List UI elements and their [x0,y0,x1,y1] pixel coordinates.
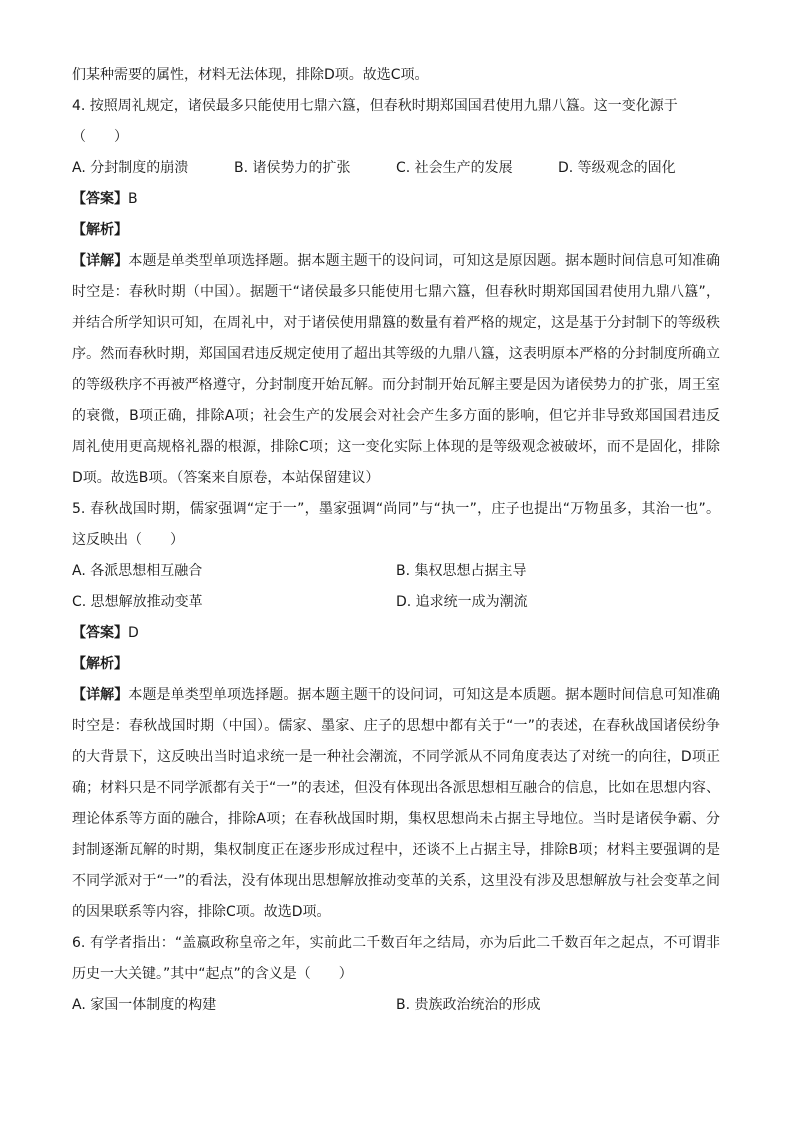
q4-detail [72,246,720,494]
q4-answer [72,184,720,215]
q4-option-a: A. 分封制度的崩溃 [72,160,189,176]
q5-analysis-label: 【解析】 [72,656,128,672]
document-page [72,60,720,1021]
q5-options-row1 [72,556,720,587]
q4-detail-text: 本题是单类型单项选择题。据本题主题干的设问词，可知这是原因题。据本题时间信息可知准确时空是：春秋时期（中国）。据题干“诸侯最多只能使用七鼎六簋，但春秋时期郑国国君使用九鼎八簋”，并结合所学知识可知，在周礼中，对于诸侯使用鼎簋的数量有着严格的规定，这是基于分封制下的等级秩序。然而春秋时期，郑国国君违反规定使用了超出其等级的九鼎八簋，这表明原本严格的分封制度所确立的等级秩序不再被严格遵守，分封制度开始瓦解。而分封制开始瓦解主要是因为诸侯势力的扩张，周王室的衰微，B项正确，排除A项；社会生产的发展会对社会产生多方面的影响，但它并非导致郑国国君违反周礼使用更高规格礼器的根源，排除C项；这一变化实际上体现的是等级观念被破坏，而不是固化，排除D项。故选B项。（答案来自原卷，本站保留建议） [72,253,721,486]
q5-detail-text: 本题是单类型单项选择题。据本题主题干的设问词，可知这是本质题。据本题时间信息可知准确时空是：春秋战国时期（中国）。儒家、墨家、庄子的思想中都有关于“一”的表述，在春秋战国诸侯纷争的大背景下，这反映出当时追求统一是一种社会潮流，不同学派从不同角度表达了对统一的向往，D项正确；材料只是不同学派都有关于“一”的表述，但没有体现出各派思想相互融合的信息，比如在思想内容、理论体系等方面的融合，排除A项；在春秋战国时期，集权思想尚未占据主导地位。当时是诸侯争霸、分封制逐渐瓦解的时期，集权制度正在逐步形成过程中，还谈不上占据主导，排除B项；材料主要强调的是不同学派对于“一”的看法，没有体现出思想解放推动变革的关系，这里没有涉及思想解放与社会变革之间的因果联系等内容，排除C项。故选D项。 [72,687,721,920]
q5-detail-label: 【详解】 [72,687,129,703]
q4-stem-line1: 4. 按照周礼规定，诸侯最多只能使用七鼎六簋，但春秋时期郑国国君使用九鼎八簋。这一变化源于 [72,98,678,114]
q5-option-b: B. 集权思想占据主导 [396,563,527,579]
q6-stem: 6. 有学者指出：“盖嬴政称皇帝之年，实前此二千数百年之结局，亦为后此二千数百年之起点，不可谓非历史一大关键。”其中“起点”的含义是（ ） [72,935,720,982]
q6-option-a: A. 家国一体制度的构建 [72,997,217,1013]
q4-analysis-label: 【解析】 [72,222,128,238]
q4-option-d: D. 等级观念的固化 [558,160,676,176]
q4-options [72,153,720,184]
q5-option-a: A. 各派思想相互融合 [72,563,203,579]
q5-answer-value: D [128,625,139,641]
q4-analysis-heading [72,215,720,246]
q4-answer-value: B [128,191,138,207]
q5-analysis-heading [72,649,720,680]
q4-stem-line2: （ ） [72,129,128,145]
q3-analysis-tail: 们某种需要的属性，材料无法体现，排除D项。故选C项。 [72,67,429,83]
q5-option-c: C. 思想解放推动变革 [72,594,203,610]
q5-option-d: D. 追求统一成为潮流 [396,594,528,610]
q4-option-b: B. 诸侯势力的扩张 [234,160,351,176]
q6-options-row1 [72,990,720,1021]
q5-options-row2 [72,587,720,618]
q5-stem: 5. 春秋战国时期，儒家强调“定于一”，墨家强调“尚同”与“执一”，庄子也提出“万物虽多，其治一也”。这反映出（ ） [72,501,720,548]
q5-answer [72,618,720,649]
q5-detail [72,680,720,928]
q4-answer-label: 【答案】 [72,191,128,207]
q5-answer-label: 【答案】 [72,625,128,641]
q6-option-b: B. 贵族政治统治的形成 [396,997,541,1013]
q4-option-c: C. 社会生产的发展 [396,160,513,176]
q4-detail-label: 【详解】 [72,253,129,269]
